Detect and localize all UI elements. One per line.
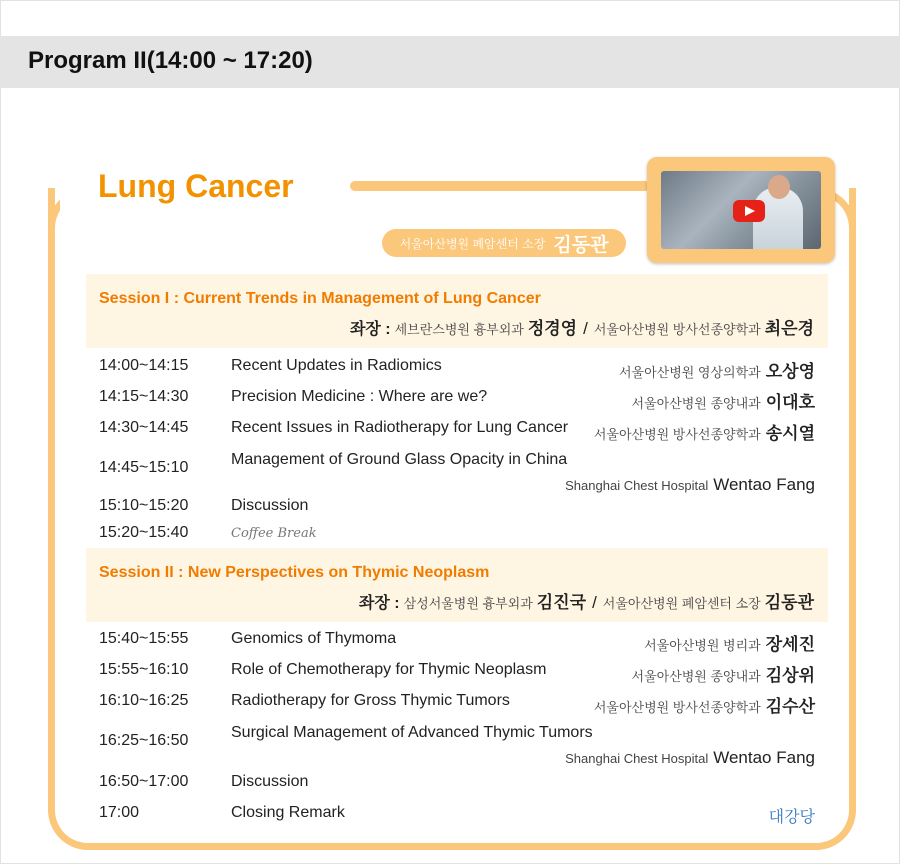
row-topic: Discussion <box>231 497 309 514</box>
video-thumbnail[interactable] <box>647 157 835 263</box>
schedule-row <box>99 773 815 797</box>
session-2-header <box>86 548 828 622</box>
chair-2-affiliation: 서울아산병원 방사선종양학과 <box>593 322 761 337</box>
chair-1-affiliation: 삼성서울병원 흉부외과 <box>403 596 533 611</box>
schedule-row <box>99 388 815 412</box>
row-speaker <box>565 748 815 768</box>
chair-label: 좌장 : <box>358 595 400 612</box>
chair-affiliation: 서울아산병원 폐암센터 소장 <box>399 236 546 251</box>
row-topic: Coffee Break <box>231 526 317 541</box>
schedule-row <box>99 630 815 654</box>
row-speaker <box>594 692 815 717</box>
row-time: 15:10~15:20 <box>99 497 189 514</box>
speaker-head <box>768 175 790 199</box>
speaker-affiliation: 서울아산병원 병리과 <box>644 638 761 653</box>
row-topic: Radiotherapy for Gross Thymic Tumors <box>231 692 510 709</box>
section-chair-badge <box>382 229 626 257</box>
section-title: Lung Cancer <box>98 168 294 204</box>
row-time: 15:20~15:40 <box>99 524 189 541</box>
chair-separator: / <box>583 319 588 338</box>
venue-name: 대강당 <box>768 809 815 826</box>
schedule-row <box>99 524 815 548</box>
row-topic: Management of Ground Glass Opacity in China <box>231 451 568 468</box>
row-time: 14:15~14:30 <box>99 388 189 405</box>
chair-2-affiliation: 서울아산병원 폐암센터 소장 <box>602 596 761 611</box>
row-topic: Discussion <box>231 773 309 790</box>
row-topic: Precision Medicine : Where are we? <box>231 388 488 405</box>
speaker-name: 김수산 <box>765 697 815 716</box>
row-time: 16:50~17:00 <box>99 773 189 790</box>
row-topic: Recent Issues in Radiotherapy for Lung Cancer <box>231 419 569 436</box>
chair-1-name: 정경영 <box>527 319 578 338</box>
row-topic: Role of Chemotherapy for Thymic Neoplasm <box>231 661 547 678</box>
row-topic: Recent Updates in Radiomics <box>231 357 442 374</box>
session-1-header <box>86 274 828 348</box>
chair-2-name: 최은경 <box>764 319 814 338</box>
chair-2-name: 김동관 <box>764 593 814 612</box>
speaker-name: Wentao Fang <box>713 748 815 767</box>
speaker-name: Wentao Fang <box>713 475 815 494</box>
speaker-name: 장세진 <box>765 635 815 654</box>
schedule-row <box>99 419 815 443</box>
session-1-chairs <box>350 314 814 339</box>
speaker-name: 이대호 <box>765 393 815 412</box>
row-speaker <box>632 661 815 686</box>
row-time: 16:10~16:25 <box>99 692 189 709</box>
speaker-name: 송시열 <box>765 424 815 443</box>
schedule-row <box>99 692 815 716</box>
video-still <box>661 171 821 249</box>
speaker-name: 오상영 <box>765 362 815 381</box>
schedule-row <box>99 661 815 685</box>
schedule-row <box>99 357 815 381</box>
chair-separator: / <box>592 593 597 612</box>
schedule-row <box>99 497 815 521</box>
title-rule <box>350 181 650 191</box>
speaker-affiliation: 서울아산병원 방사선종양학과 <box>593 427 761 442</box>
chair-label: 좌장 : <box>349 321 391 338</box>
speaker-affiliation: 서울아산병원 방사선종양학과 <box>593 700 761 715</box>
row-time: 14:45~15:10 <box>99 459 189 476</box>
session-1-title: Session I : Current Trends in Management of Lung Cancer <box>99 290 541 307</box>
row-time: 14:00~14:15 <box>99 357 189 374</box>
row-time: 15:40~15:55 <box>99 630 189 647</box>
program-title: Program II(14:00 ~ 17:20) <box>28 47 313 74</box>
session-2-title: Session II : New Perspectives on Thymic Neoplasm <box>99 564 490 581</box>
row-speaker <box>644 630 815 655</box>
speaker-affiliation: Shanghai Chest Hospital <box>565 478 709 493</box>
speaker-affiliation: 서울아산병원 종양내과 <box>631 396 761 411</box>
row-time: 16:25~16:50 <box>99 732 189 749</box>
row-speaker <box>565 475 815 495</box>
row-time: 15:55~16:10 <box>99 661 189 678</box>
row-time: 14:30~14:45 <box>99 419 189 436</box>
row-topic: Closing Remark <box>231 804 345 821</box>
speaker-affiliation: 서울아산병원 종양내과 <box>631 669 761 684</box>
chair-1-affiliation: 세브란스병원 흉부외과 <box>394 322 524 337</box>
session-2-chairs <box>359 588 814 613</box>
row-topic: Surgical Management of Advanced Thymic Tumors <box>231 724 593 741</box>
row-speaker <box>619 357 815 382</box>
row-speaker <box>594 419 815 444</box>
play-icon[interactable] <box>733 200 765 222</box>
chair-name: 김동관 <box>553 234 609 256</box>
schedule-row <box>99 451 815 494</box>
speaker-name: 김상위 <box>765 666 815 685</box>
speaker-affiliation: Shanghai Chest Hospital <box>565 751 709 766</box>
row-time: 17:00 <box>99 804 140 821</box>
row-speaker <box>632 388 815 413</box>
row-topic: Genomics of Thymoma <box>231 630 397 647</box>
schedule-row <box>99 724 815 767</box>
schedule-row <box>99 804 815 828</box>
row-venue <box>769 804 815 827</box>
chair-1-name: 김진국 <box>536 593 587 612</box>
speaker-affiliation: 서울아산병원 영상의학과 <box>618 365 761 380</box>
